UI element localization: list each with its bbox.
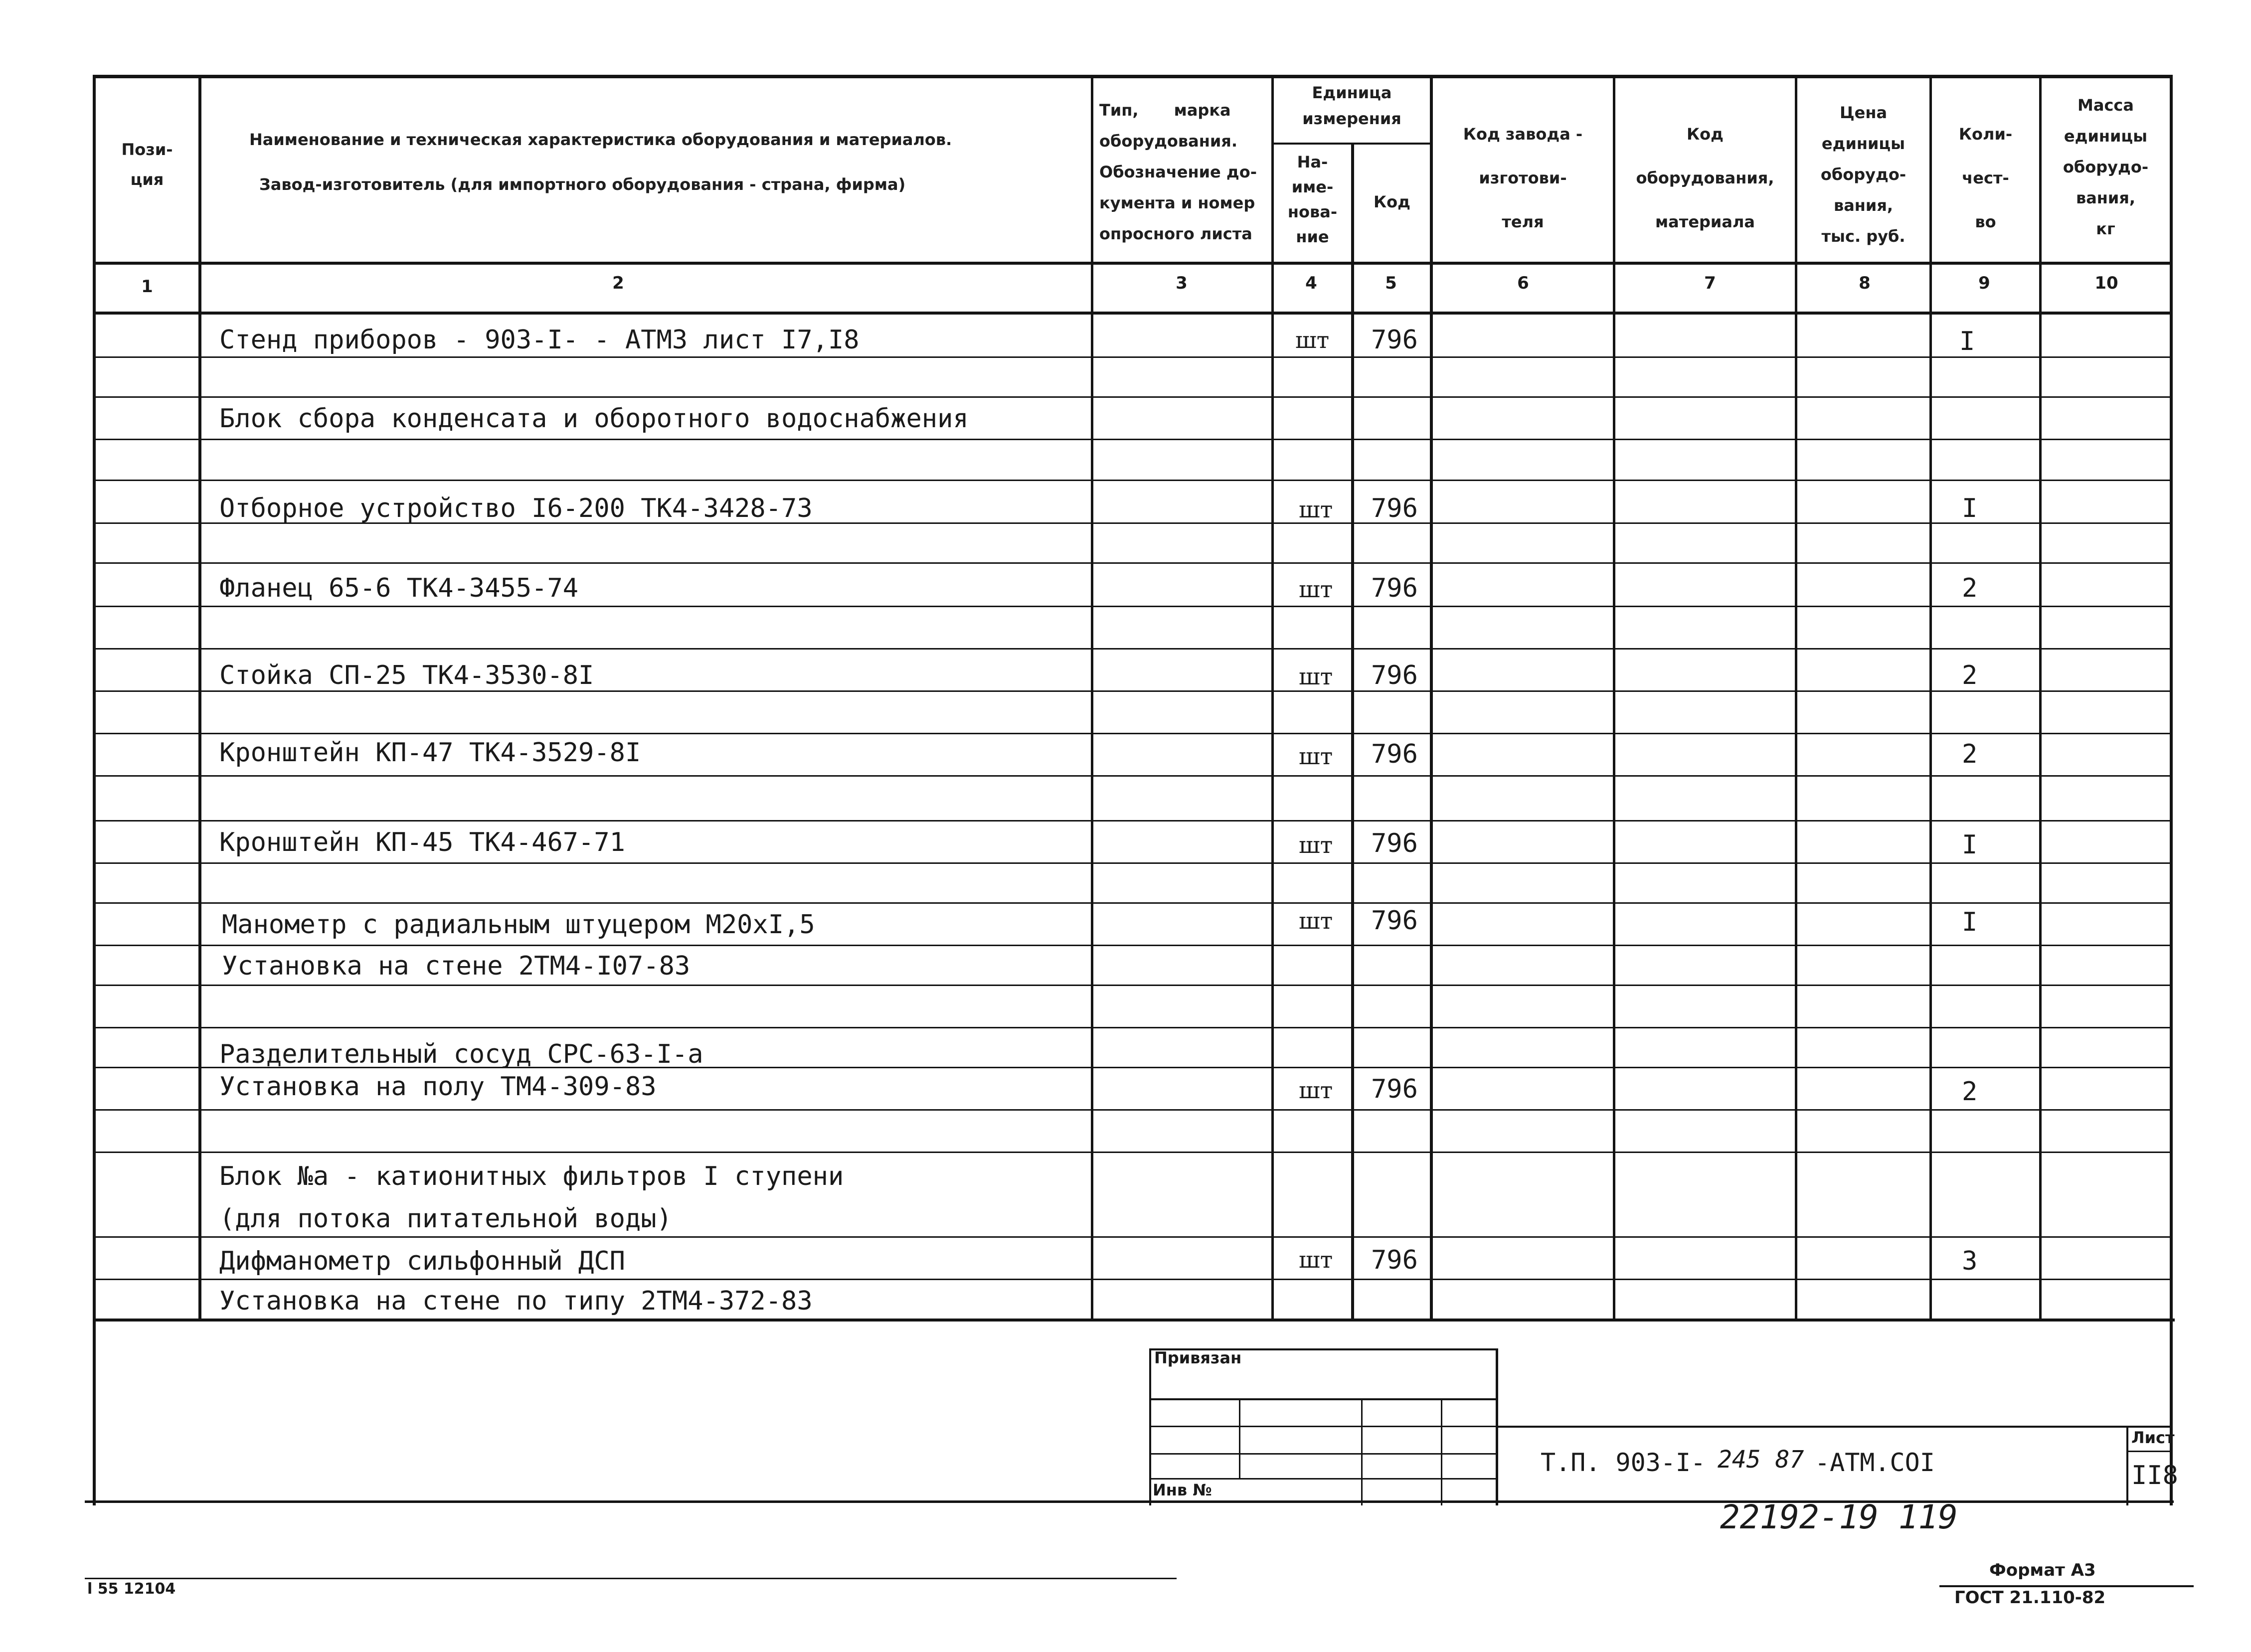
row-qty: 2 [1962,1077,1978,1107]
row-name: Стойка СП-25 ТК4-3530-8I [219,661,594,690]
format-label: Формат А3 [1989,1560,2096,1580]
header-col8 [1797,97,1929,252]
header-col8-l1: Цена [1839,103,1888,122]
row-qty: I [1962,830,1978,860]
column-number: 5 [1385,273,1397,293]
header-col8-l5: тыс. руб. [1821,227,1905,246]
header-col4-l1: На- [1297,153,1328,171]
row-name: Блок №а - катионитных фильтров I ступени [219,1161,844,1191]
row-name: Разделительный сосуд СРС-63-I-а [219,1039,703,1069]
column-number: 3 [1176,273,1188,293]
row-name: Установка на полу ТМ4-309-83 [219,1072,657,1102]
header-col3-l2: оборудования. [1099,132,1237,151]
handwritten-number: 22192-19 119 [1720,1498,1958,1536]
gost-label: ГОСТ 21.110-82 [1954,1588,2106,1608]
header-col7-l1: Код [1687,125,1724,144]
header-col1-l1: Пози- [121,140,173,159]
header-col3-l1: Тип, марка [1099,101,1231,120]
row-name: Фланец 65-6 ТК4-3455-74 [219,573,579,603]
header-col10-l4: вания, [2076,188,2136,207]
header-col10-l1: Масса [2078,96,2134,115]
header-col4 [1274,150,1351,249]
row-unit: шт [1299,663,1333,690]
row-unit: шт [1299,1246,1333,1273]
header-col3 [1099,95,1257,249]
header-col10 [2042,90,2170,244]
row-unit: шт [1299,496,1333,523]
header-col1-l2: ция [130,170,164,189]
header-col10-l5: кг [2096,219,2115,238]
column-number: 7 [1704,273,1716,293]
header-unit-group [1274,80,1430,132]
row-name: Дифманометр сильфонный ДСП [219,1246,625,1276]
row-unit: шт [1299,1077,1333,1104]
header-col10-l2: единицы [2064,127,2148,146]
column-number: 1 [141,277,153,297]
row-unit: шт [1299,576,1333,603]
row-code: 796 [1371,739,1418,769]
sheet-number: II8 [2131,1461,2178,1490]
header-col7 [1615,112,1795,244]
column-number: 2 [612,273,624,293]
header-col8-l4: вания, [1833,196,1894,215]
header-col8-l2: единицы [1821,134,1905,153]
header-col4-l2: име- [1291,177,1334,196]
row-qty: I [1962,907,1978,937]
header-col9 [1932,112,2039,244]
header-col8-l3: оборудо- [1820,165,1906,184]
row-unit: шт [1299,831,1333,858]
header-col6-l1: Код завода - [1463,125,1583,144]
header-col10-l3: оборудо- [2063,158,2149,176]
row-unit: шт [1295,327,1330,353]
header-col2-line1: Наименование и техническая характеристика оборудования и материалов. [249,130,952,149]
doc-code-handwritten: 245 87 [1718,1446,1804,1474]
row-code: 796 [1371,1245,1418,1275]
header-col1 [96,135,198,194]
sheet-label: Лист [2131,1428,2175,1447]
row-code: 796 [1371,573,1418,603]
column-number: 8 [1859,273,1871,293]
row-code: 796 [1371,661,1418,690]
row-name: Стенд приборов - 903-I- - АТМЗ лист I7,I8 [219,325,860,355]
header-col3-l5: опросного листа [1099,224,1252,243]
header-col9-l3: во [1975,212,1996,231]
header-col3-l3: Обозначение до- [1099,163,1257,181]
header-col3-l4: кумента и номер [1099,193,1255,212]
doc-suffix: -АТМ.СОI [1815,1448,1935,1477]
footer-code: ⅼ 55 12104 [87,1580,176,1598]
header-col6-l2: изготови- [1479,168,1567,187]
header-col7-l2: оборудования, [1636,168,1774,187]
row-qty: 3 [1962,1246,1978,1276]
row-unit: шт [1299,743,1333,770]
row-code: 796 [1371,494,1418,523]
row-name: Блок сбора конденсата и оборотного водоснабжения [219,404,969,434]
header-col9-l2: чест- [1962,168,2009,187]
row-name: Кронштейн КП-45 ТК4-467-71 [219,827,625,857]
row-name: Установка на стене по типу 2ТМ4-372-83 [219,1286,813,1316]
column-number: 9 [1978,273,1990,293]
header-unit-group-l1: Единица [1312,83,1392,102]
row-name: Отборное устройство I6-200 ТК4-3428-73 [219,494,813,523]
row-code: 796 [1371,325,1418,355]
privyazan-label: Привязан [1154,1348,1242,1367]
header-col6-l3: теля [1502,212,1544,231]
row-unit: шт [1299,907,1333,934]
header-col6 [1433,112,1613,244]
row-code: 796 [1371,1074,1418,1104]
row-code: 796 [1371,828,1418,858]
column-number: 6 [1517,273,1529,293]
row-code: 796 [1371,906,1418,936]
header-col5: Код [1374,192,1410,211]
row-qty: 2 [1962,573,1978,603]
row-qty: 2 [1962,661,1978,690]
row-name: (для потока питательной воды) [219,1204,672,1234]
header-unit-group-l2: измерения [1302,109,1401,128]
row-name: Кронштейн КП-47 ТК4-3529-8I [219,738,641,768]
column-number: 4 [1305,273,1317,293]
header-col2-line2: Завод-изготовитель (для импортного оборудования - страна, фирма) [259,175,906,194]
row-name: Установка на стене 2ТМ4-I07-83 [222,951,691,981]
row-qty: I [1959,327,1975,356]
inv-label: Инв № [1153,1481,1212,1499]
header-col7-l3: материала [1655,212,1755,231]
row-qty: I [1962,494,1978,523]
header-col4-l3: нова- [1287,202,1338,221]
row-qty: 2 [1962,739,1978,769]
column-number: 10 [2094,273,2118,293]
doc-code: Т.П. 903-I- [1541,1448,1706,1477]
row-name: Манометр с радиальным штуцером М20хI,5 [222,910,815,940]
header-col4-l4: ние [1296,227,1329,246]
header-col9-l1: Коли- [1958,125,2013,144]
